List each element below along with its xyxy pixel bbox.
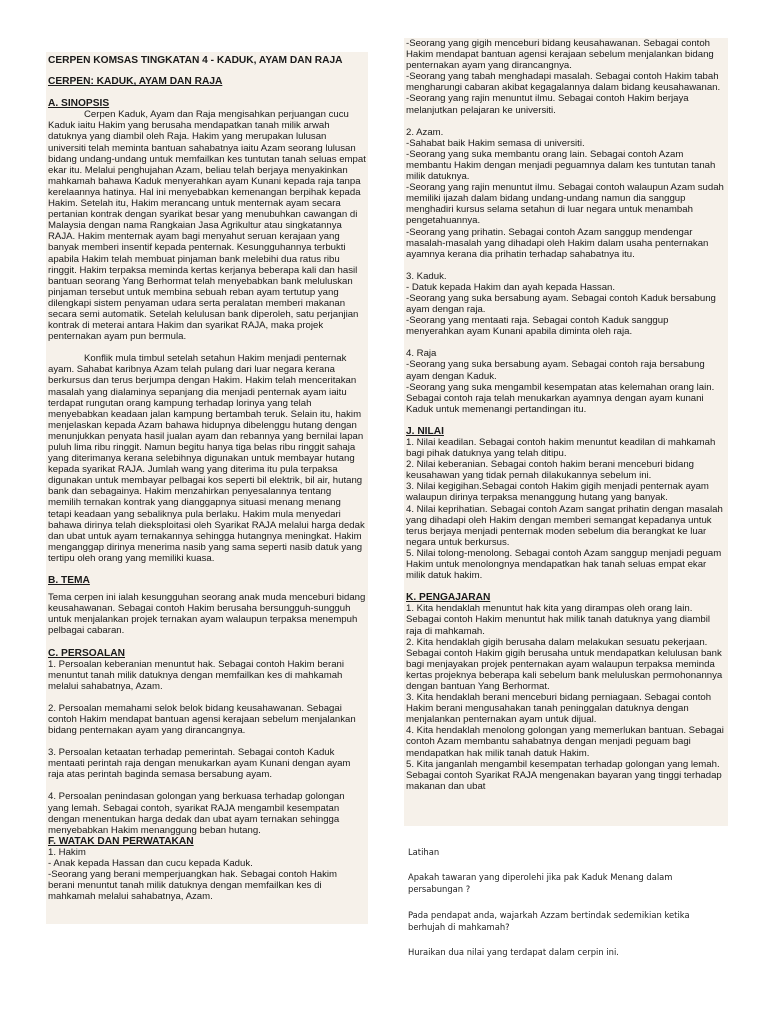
watak-heading: F. WATAK DAN PERWATAKAN xyxy=(48,835,194,847)
persoalan-item: 4. Persoalan penindasan golongan yang berkuasa terhadap golongan yang lemah. Sebagai contoh, syarikat RAJA mengambil kesempatan dengan menentukan harga dedak dan ubat ayam ternakan sehingga menyebabkan Hakim menanggung beban hutang. xyxy=(48,791,345,836)
nilai-item: 4. Nilai keprihatian. Sebagai contoh Azam sangat prihatin dengan masalah yang dihadapi oleh Hakim dengan memberi semangat kepadanya untuk terus berjaya menjadi penternak moden sebelum dia berangkat ke luar negara untuk berkursus. xyxy=(406,503,723,548)
pengajaran-item: 2. Kita hendaklah gigih berusaha dalam melakukan sesuatu pekerjaan. Sebagai contoh Hakim gigih berusaha untuk mendapatkan kelulusan bank bagi menjayakan projek penternakan ayam walaupun terpaksa meminda kertas projeknya beberapa kali sebelum bank meluluskan permohonannya dengan bantuan Yang Berhormat. xyxy=(406,636,723,692)
nilai-item: 5. Nilai tolong-menolong. Sebagai contoh Azam sanggup menjadi peguam Hakim untuk menolongnya mendapatkan hak tanah seluas empat ekar milik datuk hakim. xyxy=(406,547,722,582)
watak-raja-trait: -Seorang yang suka mengambil kesempatan atas kelemahan orang lain. Sebagai contoh raja telah menukarkan ayamnya dengan ayam kunani Kaduk untuk memenangi pertandingan itu. xyxy=(406,381,715,415)
cerpen-subtitle: CERPEN: KADUK, AYAM DAN RAJA xyxy=(48,76,223,88)
pengajaran-heading: K. PENGAJARAN xyxy=(406,592,491,604)
latihan-question: Pada pendapat anda, wajarkah Azzam bertindak sedemikian ketika berhujah di mahkamah? xyxy=(408,909,690,932)
watak-raja-title: 4. Raja xyxy=(406,348,437,360)
watak-hakim-trait: -Seorang yang gigih menceburi bidang keusahawanan. Sebagai contoh Hakim mendapat bantuan agensi kerajaan sebelum menjalankan bidang penternakan ayam yang dirancangnya. xyxy=(406,38,714,72)
watak-kaduk-trait: - Datuk kepada Hakim dan ayah kepada Hassan. xyxy=(406,281,616,293)
nilai-item: 3. Nilai kegigihan.Sebagai contoh Hakim gigih menjadi penternak ayam walaupun dirinya terpaksa menanggung hutang yang banyak. xyxy=(406,481,709,504)
watak-azam-trait: -Sahabat baik Hakim semasa di universiti. xyxy=(406,137,585,149)
watak-hakim-trait: -Seorang yang rajin menuntut ilmu. Sebagai contoh Hakim berjaya melanjutkan pelajaran ke universiti. xyxy=(406,93,689,116)
watak-hakim-title: 1. Hakim xyxy=(48,846,86,858)
document-title: CERPEN KOMSAS TINGKATAN 4 - KADUK, AYAM DAN RAJA xyxy=(48,55,343,66)
nilai-item: 1. Nilai keadilan. Sebagai contoh hakim menuntut keadilan di mahkamah bagi pihak datuknya yang telah ditipu. xyxy=(406,437,716,460)
latihan-title: Latihan xyxy=(408,847,440,857)
persoalan-item: 1. Persoalan keberanian menuntut hak. Sebagai contoh Hakim berani menuntut tanah milik datuknya dengan memfailkan kes di mahkamah melalui sahabatnya, Azam. xyxy=(48,658,344,692)
latihan-question: Huraikan dua nilai yang terdapat dalam cerpin ini. xyxy=(408,947,619,958)
watak-kaduk-title: 3. Kaduk. xyxy=(406,270,447,282)
tema-heading: B. TEMA xyxy=(48,575,90,587)
watak-hakim-trait: -Seorang yang berani memperjuangkan hak. Sebagai contoh Hakim berani menuntut tanah milik datuknya dengan memfailkan kes di mahkamah melalui sahabatnya, Azam. xyxy=(48,869,338,903)
nilai-item: 2. Nilai keberanian. Sebagai contoh hakim berani menceburi bidang keusahawan yang tidak pernah dilakukannya sebelum ini. xyxy=(406,459,694,482)
latihan-section xyxy=(408,846,728,971)
pengajaran-item: 4. Kita hendaklah menolong golongan yang memerlukan bantuan. Sebagai contoh Azam membantu sahabatnya dengan menjadi peguam bagi mendapatkan hak milik tanah datuk Hakim. xyxy=(406,725,724,759)
persoalan-item: 2. Persoalan memahami selok belok bidang keusahawanan. Sebagai contoh Hakim mendapat bantuan agensi kerajaan sebelum menjalankan bidang penternakan ayam yang dirancangnya. xyxy=(48,702,356,737)
watak-raja-trait: -Seorang yang suka bersabung ayam. Sebagai contoh raja bersabung ayam dengan Kaduk. xyxy=(406,359,705,382)
watak-kaduk-trait: -Seorang yang suka bersabung ayam. Sebagai contoh Kaduk bersabung ayam dengan raja. xyxy=(406,292,716,316)
watak-kaduk-trait: -Seorang yang mentaati raja. Sebagai contoh Kaduk sanggup menyerahkan ayam Kunani apabila diminta oleh raja. xyxy=(406,315,669,338)
nilai-heading: J. NILAI xyxy=(406,425,444,437)
sinopsis-heading: A. SINOPSIS xyxy=(48,98,110,110)
latihan-question: Apakah tawaran yang diperolehi jika pak Kaduk Menang dalam persabungan ? xyxy=(408,872,673,895)
persoalan-heading: C. PERSOALAN xyxy=(48,647,125,659)
persoalan-item: 3. Persoalan ketaatan terhadap pemerintah. Sebagai contoh Kaduk mentaati perintah raja dengan menukarkan ayam Kunani dengan ayam raja atas perintah baginda semasa bersabung ayam. xyxy=(48,747,351,781)
watak-azam-trait: -Seorang yang rajin menuntut ilmu. Sebagai contoh walaupun Azam sudah memiliki ijazah dalam bidang undang-undang namun dia sanggup menghadiri kursus selama setahun di luar negara untuk menambah pengetahuannya. xyxy=(406,182,724,227)
tema-paragraph: Tema cerpen ini ialah kesungguhan seorang anak muda menceburi bidang keusahawanan. Sebagai contoh Hakim berusaha bersungguh-sungguh untuk menjalankan projek ternakan ayam walaupun terpaksa menempuh pelbagai cabaran. xyxy=(48,592,366,637)
pengajaran-item: 1. Kita hendaklah menuntut hak kita yang dirampas oleh orang lain. Sebagai contoh Hakim menuntut hak milik tanah datuknya yang diambil raja di mahkamah. xyxy=(406,603,710,637)
watak-hakim-trait: -Seorang yang tabah menghadapi masalah. Sebagai contoh Hakim tabah mengharungi cabaran akibat kegagalannya dalam bidang keusahawanan. xyxy=(406,71,721,94)
sinopsis-paragraph-1: Cerpen Kaduk, Ayam dan Raja mengisahkan perjuangan cucu Kaduk iaitu Hakim yang berusaha mendapatkan tanah milik arwah datuknya yang diambil oleh Raja. Hakim yang merupakan lulusan universiti telah meminta bantuan sahabatnya iaitu Azam seorang lulusan bidang undang-undang untuk memfailkan kes tuntutan tanah seluas empat ekar itu. Melalui penghujahan Azam, beliau telah berjaya menyakinkan mahkamah bahawa Kaduk menyerahkan ayam Kunani kepada raja tanpa kerelaannya hatinya. Hal ini menyebabkan kemenangan berpihak kepada Hakim. Setelah itu, Hakim merancang untuk menternak ayam secara pertanian kontrak dengan syarikat besar yang menubuhkan cawangan di Malaysia dengan nama Rangkaian Jasa Agrikultur atau singkatannya RAJA. Hakim menternak ayam bagi menyahut seruan kerajaan yang banyak memberi insentif kepada penternak. Kesungguhannya terbukti apabila Hakim telah membuat pinjaman bank melebihi dua ratus ribu ringgit. Hakim terpaksa meminda kertas kerjanya beberapa kali dan hasil bantuan seorang Yang Berhormat telah menyebabkan bank meluluskan pinjaman tersebut untuk membina sebuah reban ayam tertutup yang dilengkapi sistem penyaman udara serta peralatan memberi makanan secara semi automatik. Setelah kelulusan bank diperoleh, satu perjanjian kontrak di meterai antara Hakim dan syarikat RAJA, maka projek penternakan ayam pun bermula. xyxy=(48,109,366,343)
pengajaran-item: 3. Kita hendaklah berani menceburi bidang perniagaan. Sebagai contoh Hakim berani mengusahakan tanah peninggalan datuknya dengan menjalankan penternakan ayam untuk dijual. xyxy=(406,692,712,726)
watak-azam-trait: -Seorang yang prihatin. Sebagai contoh Azam sanggup mendengar masalah-masalah yang dihadapi oleh Hakim dalam usaha penternakan ayamnya kerana dia prihatin terhadap sahabatnya itu. xyxy=(406,226,709,260)
sinopsis-paragraph-2: Konflik mula timbul setelah setahun Hakim menjadi penternak ayam. Sahabat karibnya Azam telah pulang dari luar negara kerana berkursus dan terus berjumpa dengan Hakim. Hakim telah menceritakan masalah yang dialaminya sepanjang dia menjadi penternak ayam iaitu terdapat rungutan orang kampung terhadap lorinya yang telah menyebabkan keadaan jalan kampung bertambah teruk. Selain itu, hakim menjelaskan kepada Azam bahawa hidupnya dibelenggu hutang dengan menunjukkan penyata hasil jualan ayam dan rebannya yang bernilai lapan puluh lima ribu ringgit. Namun begitu hanya tiga belas ribu ringgit sahaja yang diterimanya kerana selebihnya digunakan untuk membayar hutang kepada syarikat RAJA. Jumlah wang yang diterima itu pula terpaksa digunakan untuk membayar pelbagai kos seperti bil elektrik, bil air, hutang bank dan sebagainya. Hakim menzahirkan penyesalannya tentang memilih ternakan kontrak yang dianggapnya situasi menang menang tetapi keadaan yang sebaliknya pula berlaku. Hakim mula menyedari bahawa dirinya telah dieksploitasi oleh Syarikat RAJA melalui harga dedak dan ubat untuk ayam ternakannya sehingga hutangnya meningkat. Hakim menganggap dirinya menerima nasib yang sama seperti nasib datuk yang tertipu oleh orang yang memiliki kuasa. xyxy=(48,353,365,564)
watak-azam-trait: -Seorang yang suka membantu orang lain. Sebagai contoh Azam membantu Hakim dengan menjadi peguamnya dalam kes tuntutan tanah milik datuknya. xyxy=(406,148,716,183)
pengajaran-item: 5. Kita janganlah mengambil kesempatan terhadap golongan yang lemah. Sebagai contoh Syarikat RAJA mengenakan bayaran yang tinggi terhadap makanan dan ubat xyxy=(406,758,722,792)
right-column xyxy=(404,38,728,826)
watak-hakim-trait: - Anak kepada Hassan dan cucu kepada Kaduk. xyxy=(48,858,253,869)
watak-azam-title: 2. Azam. xyxy=(406,126,444,138)
left-column xyxy=(46,52,368,924)
